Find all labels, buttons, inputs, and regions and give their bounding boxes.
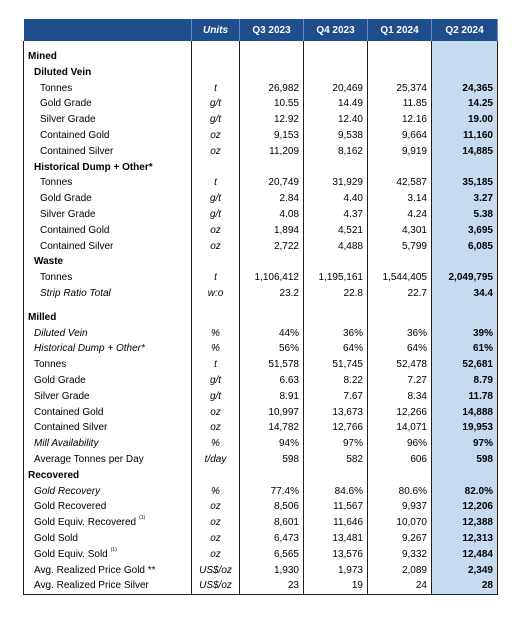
cell-q3-2023: 10.55 <box>240 96 304 112</box>
cell-q4-2023: 1,195,161 <box>304 270 368 286</box>
cell-q4-2023: 4,521 <box>304 223 368 239</box>
row-label-text: Gold Grade <box>40 98 92 110</box>
row-label <box>24 373 192 389</box>
cell-q3-2023: 1,930 <box>240 563 304 579</box>
cell-q2-2024: 39% <box>432 326 498 342</box>
table-header-row <box>24 19 498 41</box>
table-row <box>24 144 498 160</box>
cell-q2-2024: 61% <box>432 341 498 357</box>
cell-q1-2024: 64% <box>368 341 432 357</box>
row-label-text: Gold Equiv. Sold <box>34 548 108 560</box>
row-label-text: Gold Recovery <box>34 485 101 497</box>
cell-q2-2024: 11.78 <box>432 389 498 405</box>
row-unit: oz <box>192 144 240 160</box>
cell-q1-2024: 1,544,405 <box>368 270 432 286</box>
table-row <box>24 223 498 239</box>
cell-q2-2024: 19,953 <box>432 420 498 436</box>
cell-q1-2024: 7.27 <box>368 373 432 389</box>
cell-q2-2024: 5.38 <box>432 207 498 223</box>
table-row <box>24 341 498 357</box>
cell-q1-2024: 25,374 <box>368 81 432 97</box>
cell-q4-2023: 64% <box>304 341 368 357</box>
subsection-label-waste: Waste <box>24 254 192 270</box>
row-label-text: Gold Sold <box>34 532 78 544</box>
row-label-text: Tonnes <box>40 177 73 189</box>
cell-q4-2023: 4.37 <box>304 207 368 223</box>
cell-q2-2024: 2,349 <box>432 563 498 579</box>
row-unit: t <box>192 357 240 373</box>
row-unit: % <box>192 484 240 500</box>
cell-q2-2024: 6,085 <box>432 239 498 255</box>
table-row <box>24 270 498 286</box>
row-label-text: Contained Gold <box>34 406 104 418</box>
cell-q2-2024: 12,388 <box>432 515 498 531</box>
row-unit: % <box>192 341 240 357</box>
cell-q4-2023: 12,766 <box>304 420 368 436</box>
cell-q1-2024: 4,301 <box>368 223 432 239</box>
cell-q3-2023: 12.92 <box>240 112 304 128</box>
row-label <box>24 223 192 239</box>
row-label <box>24 128 192 144</box>
header-q4-2023: Q4 2023 <box>304 19 368 41</box>
cell-q3-2023: 56% <box>240 341 304 357</box>
section-row <box>24 468 498 484</box>
table-row <box>24 112 498 128</box>
row-unit: g/t <box>192 207 240 223</box>
row-unit: oz <box>192 239 240 255</box>
row-unit: oz <box>192 128 240 144</box>
cell-q3-2023: 2.84 <box>240 191 304 207</box>
row-label-text: Gold Grade <box>40 193 92 205</box>
row-label <box>24 578 192 594</box>
cell-q1-2024: 9,919 <box>368 144 432 160</box>
table-row <box>24 484 498 500</box>
cell-q3-2023: 44% <box>240 326 304 342</box>
table-row <box>24 499 498 515</box>
row-label <box>24 563 192 579</box>
cell-q2-2024: 12,313 <box>432 531 498 547</box>
cell-q1-2024: 11.85 <box>368 96 432 112</box>
production-table-container <box>23 19 497 595</box>
cell-q2-2024: 97% <box>432 436 498 452</box>
row-label <box>24 547 192 563</box>
cell-q3-2023: 11,209 <box>240 144 304 160</box>
cell-q4-2023: 13,576 <box>304 547 368 563</box>
cell-q3-2023: 6,565 <box>240 547 304 563</box>
row-unit: w:o <box>192 286 240 302</box>
row-label <box>24 144 192 160</box>
cell-q3-2023: 23 <box>240 578 304 594</box>
row-label <box>24 286 192 302</box>
row-label <box>24 96 192 112</box>
cell-q1-2024: 80.6% <box>368 484 432 500</box>
table-row <box>24 373 498 389</box>
row-label <box>24 515 192 531</box>
row-label-text: Contained Silver <box>40 145 114 157</box>
table-row <box>24 207 498 223</box>
cell-q4-2023: 7.67 <box>304 389 368 405</box>
row-label <box>24 191 192 207</box>
cell-q3-2023: 8,601 <box>240 515 304 531</box>
cell-q1-2024: 2,089 <box>368 563 432 579</box>
cell-q2-2024: 14,885 <box>432 144 498 160</box>
subsection-label-diluted-vein: Diluted Vein <box>24 65 192 81</box>
cell-q1-2024: 36% <box>368 326 432 342</box>
table-row <box>24 452 498 468</box>
spacer-row <box>24 302 498 310</box>
row-unit: oz <box>192 223 240 239</box>
cell-q3-2023: 598 <box>240 452 304 468</box>
table-row <box>24 96 498 112</box>
cell-q2-2024: 12,484 <box>432 547 498 563</box>
cell-q3-2023: 8,506 <box>240 499 304 515</box>
row-unit: g/t <box>192 373 240 389</box>
cell-q1-2024: 12,266 <box>368 405 432 421</box>
table-row <box>24 81 498 97</box>
cell-q3-2023: 94% <box>240 436 304 452</box>
row-label-text: Contained Silver <box>40 240 114 252</box>
row-label <box>24 175 192 191</box>
table-body <box>24 41 498 595</box>
cell-q3-2023: 6.63 <box>240 373 304 389</box>
cell-q3-2023: 77.4% <box>240 484 304 500</box>
row-label <box>24 499 192 515</box>
cell-q3-2023: 2,722 <box>240 239 304 255</box>
row-label-text: Silver Grade <box>40 208 96 220</box>
table-row <box>24 547 498 563</box>
table-row <box>24 239 498 255</box>
subsection-label-historical-dump: Historical Dump + Other* <box>24 160 192 176</box>
row-label-text: Tonnes <box>40 82 73 94</box>
cell-q3-2023: 6,473 <box>240 531 304 547</box>
row-label-text: Gold Equiv. Recovered <box>34 517 137 529</box>
row-unit: oz <box>192 547 240 563</box>
row-label <box>24 270 192 286</box>
cell-q3-2023: 10,997 <box>240 405 304 421</box>
row-unit: oz <box>192 531 240 547</box>
cell-q4-2023: 13,481 <box>304 531 368 547</box>
cell-q3-2023: 1,106,412 <box>240 270 304 286</box>
header-metric <box>24 19 192 41</box>
row-label-text: Contained Silver <box>34 422 108 434</box>
table-row <box>24 128 498 144</box>
row-label <box>24 112 192 128</box>
row-unit: g/t <box>192 96 240 112</box>
cell-q4-2023: 19 <box>304 578 368 594</box>
row-unit: t <box>192 175 240 191</box>
row-label <box>24 531 192 547</box>
section-row <box>24 254 498 270</box>
row-label <box>24 405 192 421</box>
cell-q4-2023: 84.6% <box>304 484 368 500</box>
cell-q4-2023: 14.49 <box>304 96 368 112</box>
header-q3-2023: Q3 2023 <box>240 19 304 41</box>
cell-q3-2023: 26,982 <box>240 81 304 97</box>
cell-q4-2023: 4,488 <box>304 239 368 255</box>
header-q2-2024: Q2 2024 <box>432 19 498 41</box>
cell-q2-2024: 11,160 <box>432 128 498 144</box>
cell-q2-2024: 14,888 <box>432 405 498 421</box>
row-unit: t <box>192 270 240 286</box>
cell-q1-2024: 42,587 <box>368 175 432 191</box>
table-row <box>24 286 498 302</box>
cell-q2-2024: 3.27 <box>432 191 498 207</box>
cell-q4-2023: 13,673 <box>304 405 368 421</box>
cell-q4-2023: 31,929 <box>304 175 368 191</box>
cell-q3-2023: 51,578 <box>240 357 304 373</box>
row-label-text: Silver Grade <box>40 114 96 126</box>
cell-q1-2024: 52,478 <box>368 357 432 373</box>
cell-q3-2023: 20,749 <box>240 175 304 191</box>
row-label <box>24 389 192 405</box>
row-label <box>24 452 192 468</box>
cell-q1-2024: 8.34 <box>368 389 432 405</box>
cell-q2-2024: 14.25 <box>432 96 498 112</box>
cell-q4-2023: 4.40 <box>304 191 368 207</box>
cell-q3-2023: 8.91 <box>240 389 304 405</box>
row-label-text: Contained Gold <box>40 129 110 141</box>
cell-q4-2023: 36% <box>304 326 368 342</box>
row-unit: US$/oz <box>192 578 240 594</box>
row-unit: % <box>192 326 240 342</box>
row-label <box>24 326 192 342</box>
cell-q2-2024: 34.4 <box>432 286 498 302</box>
row-label <box>24 357 192 373</box>
table-row <box>24 405 498 421</box>
row-label <box>24 341 192 357</box>
cell-q2-2024: 19.00 <box>432 112 498 128</box>
row-unit: oz <box>192 515 240 531</box>
section-label-mined: Mined <box>24 49 192 65</box>
row-label <box>24 239 192 255</box>
section-label-milled: Milled <box>24 310 192 326</box>
cell-q4-2023: 97% <box>304 436 368 452</box>
production-summary-table <box>23 19 498 595</box>
cell-q3-2023: 23.2 <box>240 286 304 302</box>
cell-q4-2023: 20,469 <box>304 81 368 97</box>
cell-q1-2024: 14,071 <box>368 420 432 436</box>
cell-q2-2024: 12,206 <box>432 499 498 515</box>
row-label-text: Gold Grade <box>34 374 86 386</box>
cell-q1-2024: 3.14 <box>368 191 432 207</box>
cell-q2-2024: 35,185 <box>432 175 498 191</box>
table-row <box>24 175 498 191</box>
cell-q1-2024: 10,070 <box>368 515 432 531</box>
row-label <box>24 484 192 500</box>
row-unit: g/t <box>192 389 240 405</box>
cell-q1-2024: 22.7 <box>368 286 432 302</box>
header-units: Units <box>192 19 240 41</box>
cell-q4-2023: 1,973 <box>304 563 368 579</box>
cell-q1-2024: 606 <box>368 452 432 468</box>
cell-q4-2023: 8,162 <box>304 144 368 160</box>
row-label <box>24 436 192 452</box>
cell-q2-2024: 28 <box>432 578 498 594</box>
footnote-marker: (1) <box>110 546 117 553</box>
subsection-row-diluted-vein <box>24 65 498 81</box>
cell-q1-2024: 4.24 <box>368 207 432 223</box>
row-label-text: Average Tonnes per Day <box>34 453 144 465</box>
row-unit: % <box>192 436 240 452</box>
cell-q2-2024: 598 <box>432 452 498 468</box>
table-row <box>24 563 498 579</box>
table-row <box>24 357 498 373</box>
cell-q2-2024: 3,695 <box>432 223 498 239</box>
cell-q4-2023: 51,745 <box>304 357 368 373</box>
cell-q2-2024: 8.79 <box>432 373 498 389</box>
row-unit: US$/oz <box>192 563 240 579</box>
cell-q4-2023: 582 <box>304 452 368 468</box>
row-label-text: Historical Dump + Other* <box>34 343 145 355</box>
cell-q4-2023: 9,538 <box>304 128 368 144</box>
row-label-text: Avg. Realized Price Gold ** <box>34 564 156 576</box>
section-row <box>24 310 498 326</box>
table-row <box>24 389 498 405</box>
section-row <box>24 160 498 176</box>
row-unit: t/day <box>192 452 240 468</box>
cell-q1-2024: 24 <box>368 578 432 594</box>
table-row <box>24 531 498 547</box>
footnote-marker: (1) <box>139 515 146 522</box>
cell-q2-2024: 24,365 <box>432 81 498 97</box>
header-q1-2024: Q1 2024 <box>368 19 432 41</box>
row-label <box>24 81 192 97</box>
row-unit: oz <box>192 499 240 515</box>
row-unit: t <box>192 81 240 97</box>
table-row <box>24 191 498 207</box>
row-label <box>24 420 192 436</box>
cell-q2-2024: 82.0% <box>432 484 498 500</box>
row-label-text: Avg. Realized Price Silver <box>34 580 149 592</box>
cell-q2-2024: 2,049,795 <box>432 270 498 286</box>
row-label-text: Mill Availability <box>34 438 99 450</box>
cell-q3-2023: 14,782 <box>240 420 304 436</box>
row-label-text: Tonnes <box>40 272 73 284</box>
cell-q3-2023: 4.08 <box>240 207 304 223</box>
section-row-mined <box>24 49 498 65</box>
cell-q1-2024: 9,332 <box>368 547 432 563</box>
row-unit: g/t <box>192 112 240 128</box>
row-unit: g/t <box>192 191 240 207</box>
cell-q1-2024: 9,267 <box>368 531 432 547</box>
table-row <box>24 515 498 531</box>
cell-q4-2023: 8.22 <box>304 373 368 389</box>
cell-q1-2024: 9,664 <box>368 128 432 144</box>
row-label-text: Silver Grade <box>34 390 90 402</box>
cell-q3-2023: 9,153 <box>240 128 304 144</box>
cell-q4-2023: 12.40 <box>304 112 368 128</box>
section-label-recovered: Recovered <box>24 468 192 484</box>
table-row <box>24 578 498 594</box>
cell-q4-2023: 11,646 <box>304 515 368 531</box>
row-label-text: Contained Gold <box>40 224 110 236</box>
cell-q2-2024: 52,681 <box>432 357 498 373</box>
table-row <box>24 326 498 342</box>
cell-q4-2023: 11,567 <box>304 499 368 515</box>
table-row <box>24 436 498 452</box>
cell-q4-2023: 22.8 <box>304 286 368 302</box>
cell-q1-2024: 9,937 <box>368 499 432 515</box>
table-row <box>24 420 498 436</box>
row-label-text: Tonnes <box>34 359 67 371</box>
row-label-text: Diluted Vein <box>34 327 88 339</box>
cell-q1-2024: 5,799 <box>368 239 432 255</box>
cell-q1-2024: 96% <box>368 436 432 452</box>
row-label-text: Strip Ratio Total <box>40 287 111 299</box>
cell-q3-2023: 1,894 <box>240 223 304 239</box>
cell-q1-2024: 12.16 <box>368 112 432 128</box>
row-unit: oz <box>192 420 240 436</box>
row-label <box>24 207 192 223</box>
row-label-text: Gold Recovered <box>34 501 107 513</box>
row-unit: oz <box>192 405 240 421</box>
